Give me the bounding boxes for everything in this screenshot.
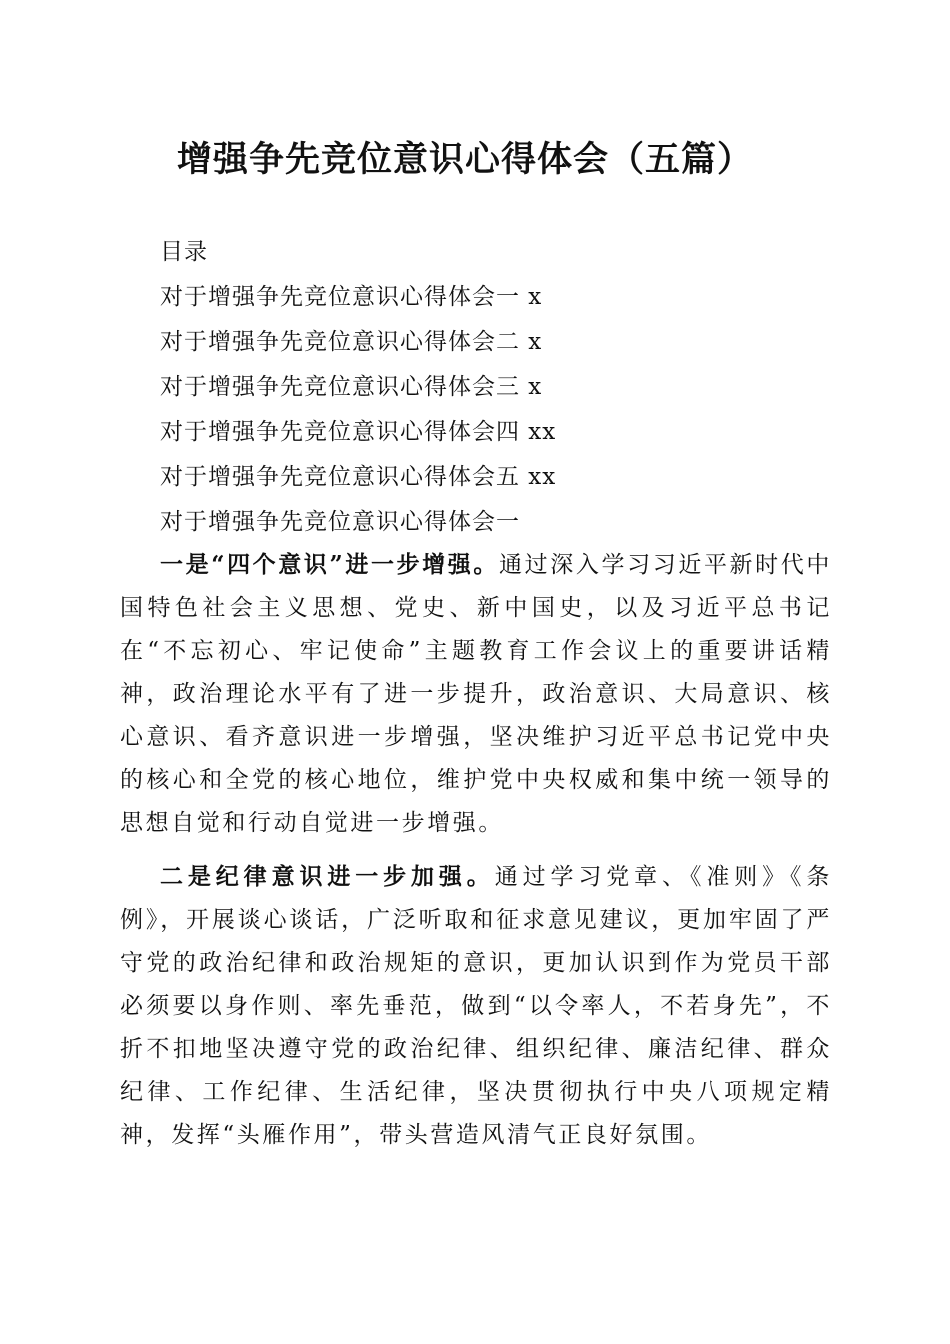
toc-item: 对于增强争先竞位意识心得体会一 x [160, 284, 543, 310]
paragraph-1 [120, 543, 832, 845]
toc-heading: 目录 [160, 239, 208, 265]
paragraph-lead: 二是纪律意识进一步加强。 [160, 863, 495, 890]
toc-item: 对于增强争先竞位意识心得体会二 x [160, 329, 543, 355]
toc-item: 对于增强争先竞位意识心得体会四 xx [160, 419, 557, 445]
document-title: 增强争先竞位意识心得体会（五篇） [176, 139, 753, 180]
toc-item: 对于增强争先竞位意识心得体会五 xx [160, 464, 557, 490]
toc-item: 对于增强争先竞位意识心得体会三 x [160, 374, 543, 400]
paragraph-2 [120, 855, 832, 1157]
section-title: 对于增强争先竞位意识心得体会一 [160, 509, 520, 535]
paragraph-lead: 一是“四个意识”进一步增强。 [160, 551, 500, 578]
paragraph-text: 通过深入学习习近平新时代中国特色社会主义思想、党史、新中国史，以及习近平总书记在“不忘初心、牢记使命”主题教育工作会议上的重要讲话精神，政治理论水平有了进一步提升，政治意识、大局意识、核心意识、看齐意识进一步增强，坚决维护习近平总书记党中央的核心和全党的核心地位，维护党中央权威和集中统一领导的思想自觉和行动自觉进一步增强。 [120, 552, 832, 836]
paragraph-text: 通过学习党章、《准则》《条例》，开展谈心谈话，广泛听取和征求意见建议，更加牢固了严守党的政治纪律和政治规矩的意识，更加认识到作为党员干部必须要以身作则、率先垂范，做到“以令率人，不若身先”，不折不扣地坚决遵守党的政治纪律、组织纪律、廉洁纪律、群众纪律、工作纪律、生活纪律，坚决贯彻执行中央八项规定精神，发挥“头雁作用”，带头营造风清气正良好氛围。 [120, 864, 832, 1148]
table-of-contents [160, 230, 860, 545]
